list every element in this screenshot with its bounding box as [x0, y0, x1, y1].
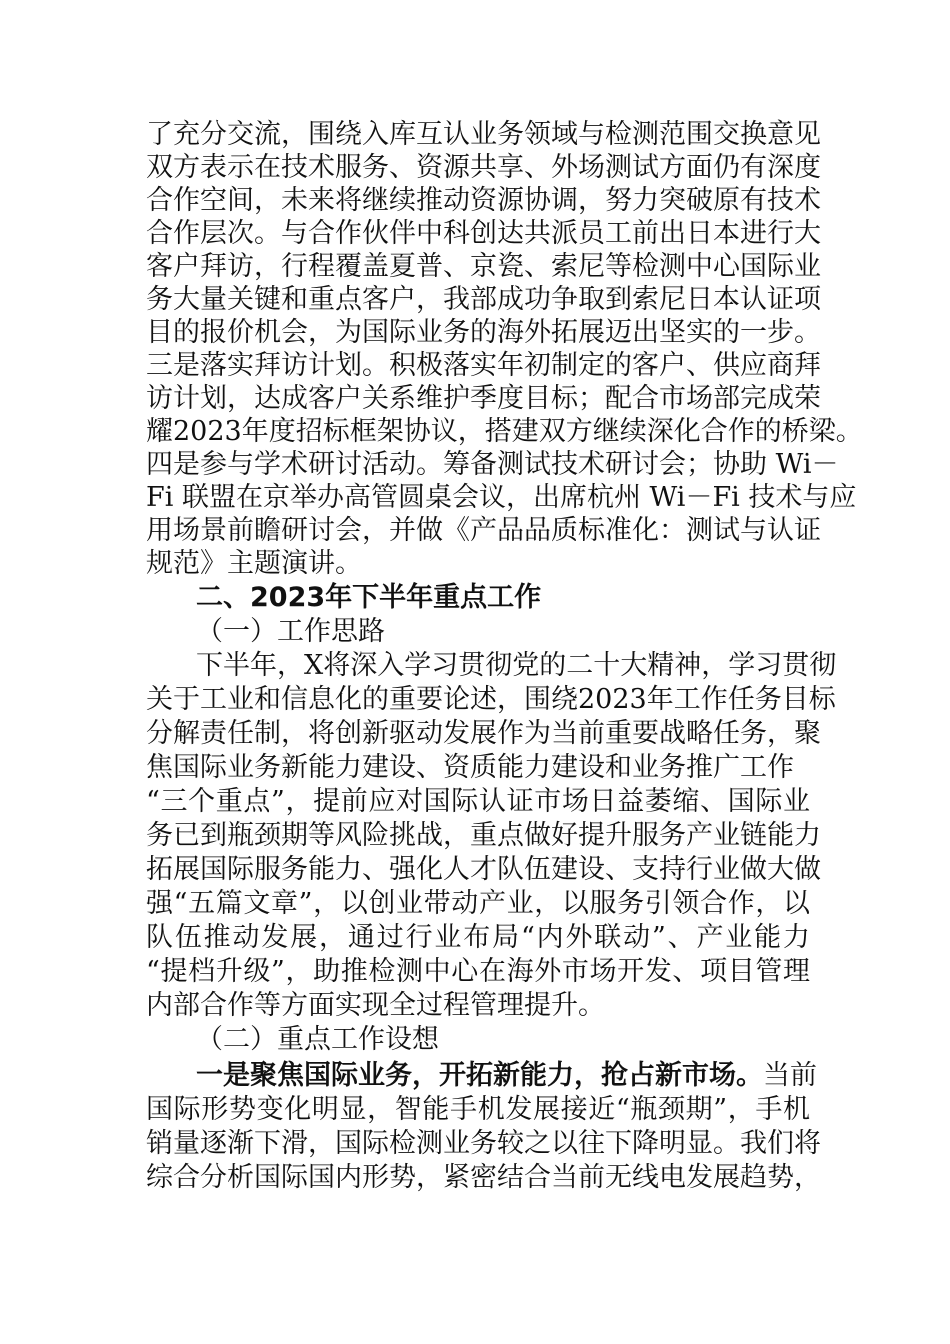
body-text-line: 目的报价机会，为国际业务的海外拓展迈出坚实的一步。 [146, 317, 821, 348]
body-text-line: 访计划，达成客户关系维护季度目标；配合市场部完成荣 [146, 383, 821, 414]
body-text-line: 队伍推动发展，通过行业布局“内外联动”、产业能力 [146, 922, 810, 953]
section-heading: 二、2023年下半年重点工作 [196, 582, 542, 613]
body-text-line: 四是参与学术研讨活动。筹备测试技术研讨会；协助 Wi－ [146, 449, 839, 480]
body-text-line: 关于工业和信息化的重要论述，围绕2023年工作任务目标 [146, 684, 836, 715]
body-text-line: 了充分交流，围绕入库互认业务领域与检测范围交换意见 [146, 119, 821, 150]
body-text-line: 务已到瓶颈期等风险挑战，重点做好提升服务产业链能力 [146, 820, 821, 851]
body-text-line: 合作空间，未来将继续推动资源协调，努力突破原有技术 [146, 185, 821, 216]
body-text-line: 分解责任制，将创新驱动发展作为当前重要战略任务，聚 [146, 718, 821, 749]
body-text-line: 耀2023年度招标框架协议，搭建双方继续深化合作的桥梁。 [146, 416, 863, 447]
bold-lead-sentence: 一是聚焦国际业务，开拓新能力，抢占新市场。 [196, 1060, 763, 1091]
body-text-line: 下半年，X将深入学习贯彻党的二十大精神，学习贯彻 [196, 650, 837, 681]
body-text-line: 国际形势变化明显，智能手机发展接近“瓶颈期”，手机 [146, 1094, 810, 1125]
body-text-line: 客户拜访，行程覆盖夏普、京瓷、索尼等检测中心国际业 [146, 251, 821, 282]
body-text-line: “三个重点”，提前应对国际认证市场日益萎缩、国际业 [146, 786, 810, 817]
body-text-line: 务大量关键和重点客户，我部成功争取到索尼日本认证项 [146, 284, 821, 315]
body-text-line: 销量逐渐下滑，国际检测业务较之以往下降明显。我们将 [146, 1128, 821, 1159]
body-text-line: 拓展国际服务能力、强化人才队伍建设、支持行业做大做 [146, 854, 821, 885]
body-text-line: 合作层次。与合作伙伴中科创达共派员工前出日本进行大 [146, 218, 821, 249]
body-text-line: 焦国际业务新能力建设、资质能力建设和业务推广工作 [146, 752, 794, 783]
body-text-line: 用场景前瞻研讨会，并做《产品品质标准化：测试与认证 [146, 515, 821, 546]
body-text-fragment: 当前 [763, 1060, 817, 1091]
body-text-line: 双方表示在技术服务、资源共享、外场测试方面仍有深度 [146, 152, 821, 183]
body-text-line: “提档升级”，助推检测中心在海外市场开发、项目管理 [146, 956, 810, 987]
body-text-line: 三是落实拜访计划。积极落实年初制定的客户、供应商拜 [146, 350, 821, 381]
subsection-heading: （一）工作思路 [196, 616, 385, 647]
subsection-heading: （二）重点工作设想 [196, 1024, 439, 1055]
body-text-line: 强“五篇文章”，以创业带动产业，以服务引领合作，以 [146, 888, 810, 919]
emphasis-line [196, 1057, 817, 1095]
body-text-line: Fi 联盟在京举办高管圆桌会议，出席杭州 Wi－Fi 技术与应 [146, 482, 857, 513]
body-text-line: 规范》主题演讲。 [146, 548, 362, 579]
body-text-line: 内部合作等方面实现全过程管理提升。 [146, 990, 605, 1021]
body-text-line: 综合分析国际国内形势，紧密结合当前无线电发展趋势， [146, 1162, 821, 1193]
